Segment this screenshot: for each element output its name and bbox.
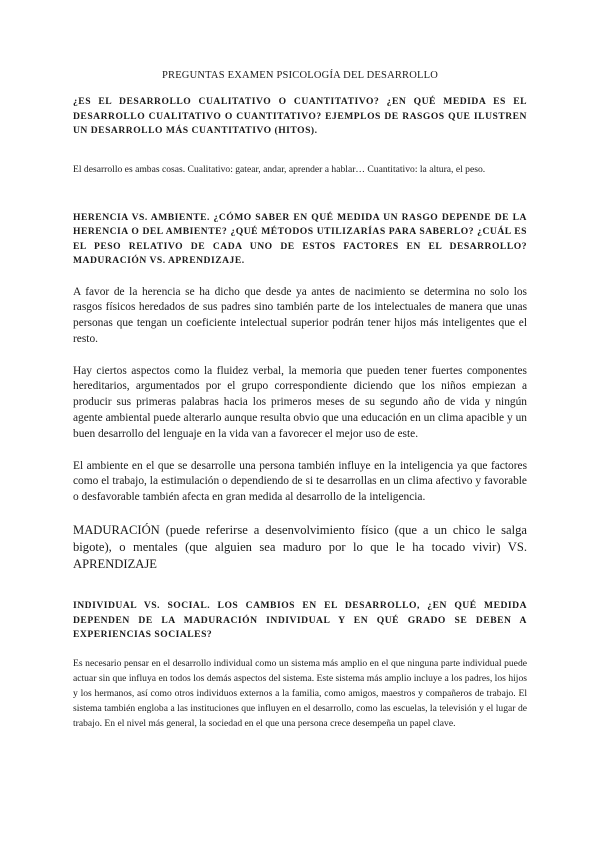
- paragraph: Hay ciertos aspectos como la fluidez verbal, la memoria que pueden tener fuertes componentes hereditarios, argumentados por el grupo correspondiente diciendo que los niños empiezan a producir sus primeras palabras hacia los primeros meses de su segundo año de vida y ningún agente ambiental puede alterarlo aunque resulta obvio que una educación en un clima apacible y un buen desarrollo del lenguaje en la vida van a favorecer el mejor uso de este.: [73, 364, 527, 440]
- section-development-quality: [73, 95, 527, 177]
- section-heading: INDIVIDUAL VS. SOCIAL. LOS CAMBIOS EN EL DESARROLLO, ¿EN QUÉ MEDIDA DEPENDEN DE LA MADURACIÓN INDIVIDUAL Y EN QUÉ GRADO SE DEBEN A EXPERIENCIAS SOCIALES?: [73, 600, 527, 641]
- section-heading: ¿ES EL DESARROLLO CUALITATIVO O CUANTITATIVO? ¿EN QUÉ MEDIDA ES EL DESARROLLO CUALITATIVO O CUANTITATIVO? EJEMPLOS DE RASGOS QUE ILUSTREN UN DESARROLLO MÁS CUANTITATIVO (HITOS).: [73, 96, 527, 136]
- section-heredity-environment: [73, 211, 527, 574]
- document-title: PREGUNTAS EXAMEN PSICOLOGÍA DEL DESARROLLO: [161, 70, 439, 81]
- paragraph: A favor de la herencia se ha dicho que desde ya antes de nacimiento se determina no solo los rasgos físicos heredados de sus padres sino también parte de los intelectuales de manera que unas personas que tengan un coeficiente intelectual superior podrán tener hijos más inteligentes que el resto.: [73, 285, 527, 345]
- section-individual-social: [73, 599, 527, 731]
- paragraph: MADURACIÓN (puede referirse a desenvolvimiento físico (que a un chico le salga bigote), o mentales (que alguien sea maduro por lo que le ha tocado vivir) VS. APRENDIZAJE: [73, 523, 527, 572]
- paragraph: El ambiente en el que se desarrolle una persona también influye en la inteligencia ya que factores como el trabajo, la estimulación o dependiendo de si te desarrollas en un clima afectivo y favorable o desfavorable también afecta en gran medida al desarrollo de la inteligencia.: [73, 459, 527, 504]
- section-heading: HERENCIA VS. AMBIENTE. ¿CÓMO SABER EN QUÉ MEDIDA UN RASGO DEPENDE DE LA HERENCIA O DEL AMBIENTE? ¿QUÉ MÉTODOS UTILIZARÍAS PARA SABERLO? ¿CUÁL ES EL PESO RELATIVO DE CADA UNO DE ESTOS FACTORES EN EL DESARROLLO? MADURACIÓN VS. APRENDIZAJE.: [73, 211, 527, 266]
- paragraph: El desarrollo es ambas cosas. Cualitativo: gatear, andar, aprender a hablar… Cuantitativo: la altura, el peso.: [73, 163, 486, 175]
- paragraph: Es necesario pensar en el desarrollo individual como un sistema más amplio en el que ninguna parte individual puede actuar sin que influya en todos los demás aspectos del sistema. Este sistema más amplio incluye a los padres, los hijos y los hermanos, así como otros individuos externos a la familia, como amigos, maestros y compañeros de trabajo. El sistema también engloba a las instituciones que influyen en el desarrollo, como las escuelas, la televisión y el lugar de trabajo. En el nivel más general, la sociedad en el que una persona crece desempeña un papel clave.: [73, 657, 527, 729]
